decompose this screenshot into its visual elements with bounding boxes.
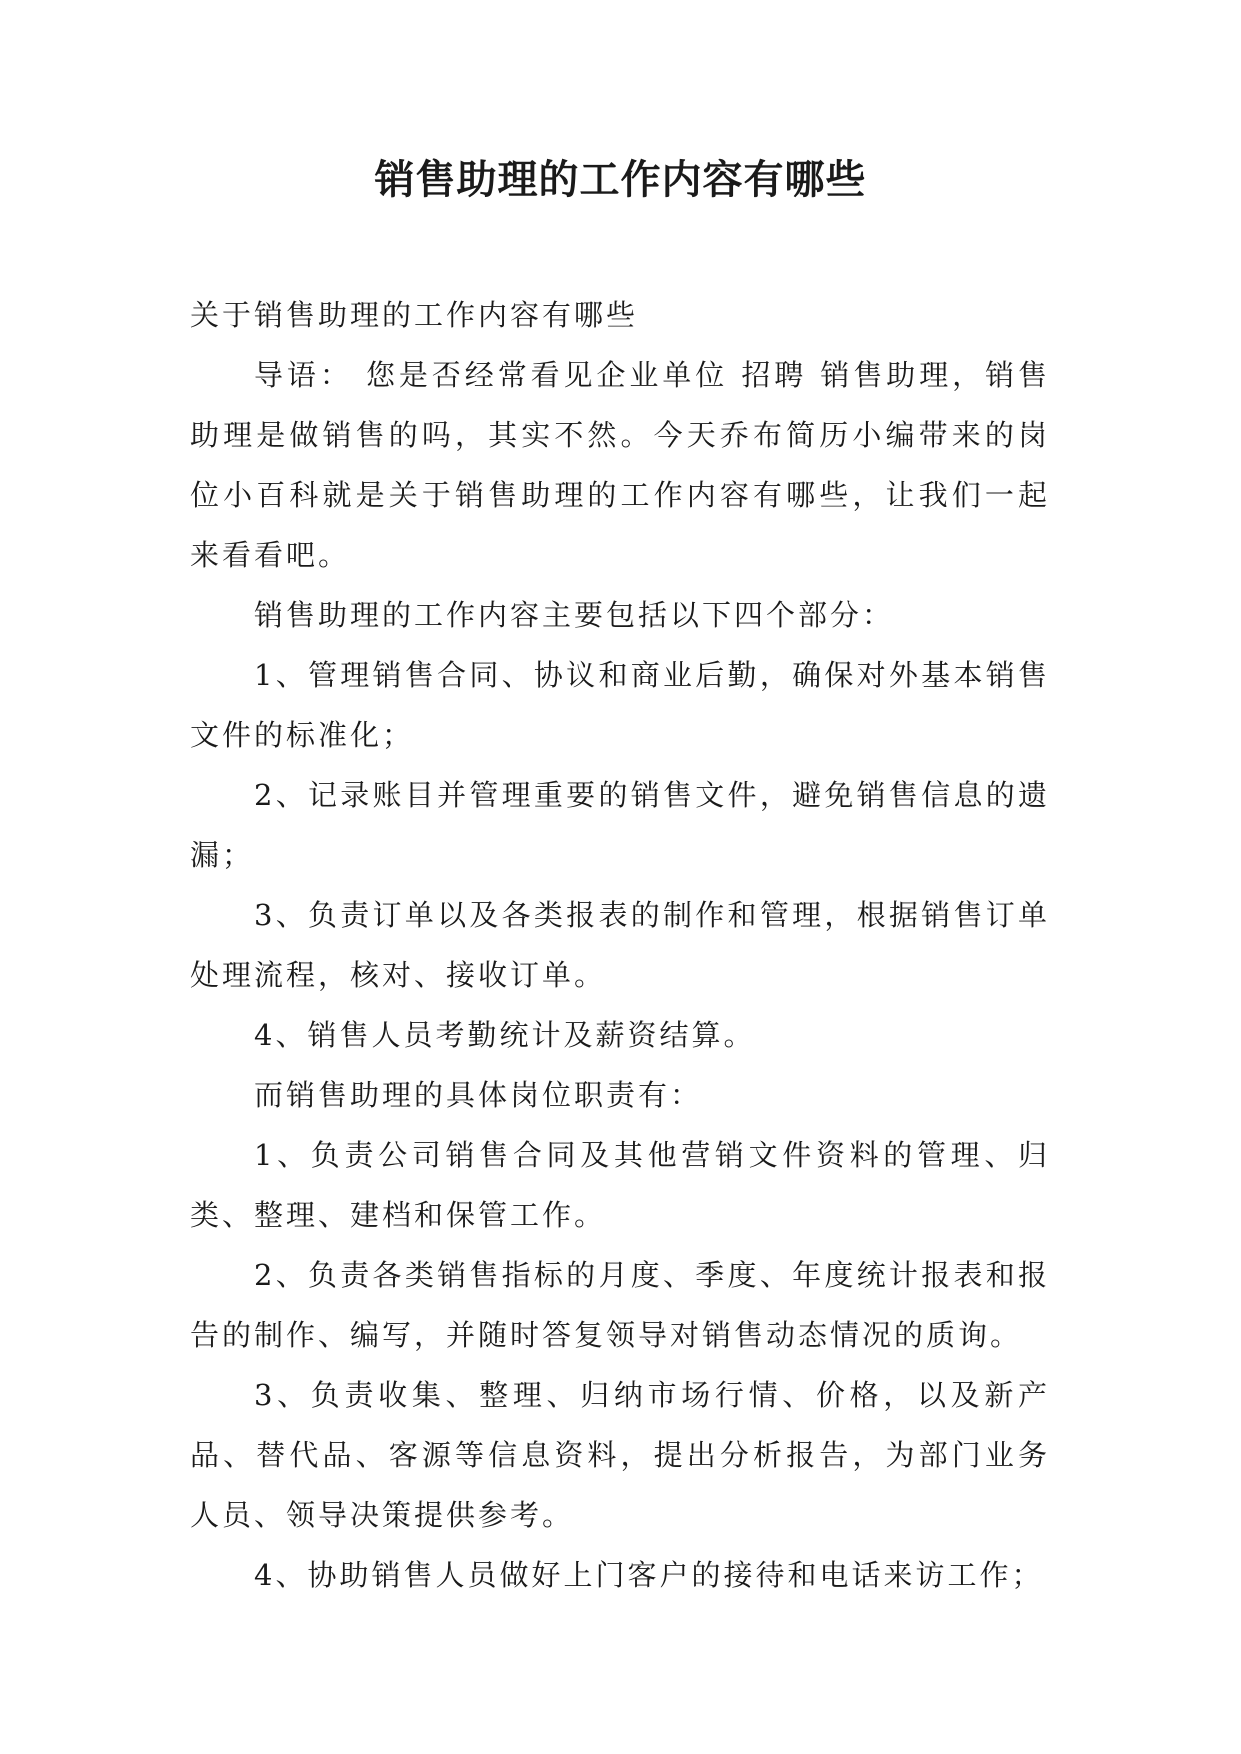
document-title: 销售助理的工作内容有哪些 — [374, 157, 867, 203]
content-item-2: 2、记录账目并管理重要的销售文件，避免销售信息的遗漏； — [190, 778, 1050, 872]
content-item-3: 3、负责订单以及各类报表的制作和管理，根据销售订单处理流程，核对、接收订单。 — [190, 898, 1050, 992]
lead-paragraph: 导语： 您是否经常看见企业单位 招聘 销售助理，销售助理是做销售的吗，其实不然。今天乔布简历小编带来的岗位小百科就是关于销售助理的工作内容有哪些，让我们一起来看看吧。 — [190, 358, 1050, 572]
content-item-4: 4、销售人员考勤统计及薪资结算。 — [254, 1018, 756, 1052]
duty-item-3: 3、负责收集、整理、归纳市场行情、价格，以及新产品、替代品、客源等信息资料，提出分析报告，为部门业务人员、领导决策提供参考。 — [190, 1378, 1050, 1532]
document-body — [190, 285, 1050, 1605]
duty-item-4: 4、协助销售人员做好上门客户的接待和电话来访工作； — [254, 1558, 1044, 1592]
intro-heading-line: 关于销售助理的工作内容有哪些 — [190, 298, 639, 332]
content-item-1: 1、管理销售合同、协议和商业后勤，确保对外基本销售文件的标准化； — [190, 658, 1050, 752]
duty-item-1: 1、负责公司销售合同及其他营销文件资料的管理、归类、整理、建档和保管工作。 — [190, 1138, 1050, 1232]
duties-intro-paragraph: 而销售助理的具体岗位职责有： — [254, 1078, 703, 1112]
duty-item-2: 2、负责各类销售指标的月度、季度、年度统计报表和报告的制作、编写，并随时答复领导对销售动态情况的质询。 — [190, 1258, 1050, 1352]
content-intro-paragraph: 销售助理的工作内容主要包括以下四个部分： — [254, 598, 895, 632]
